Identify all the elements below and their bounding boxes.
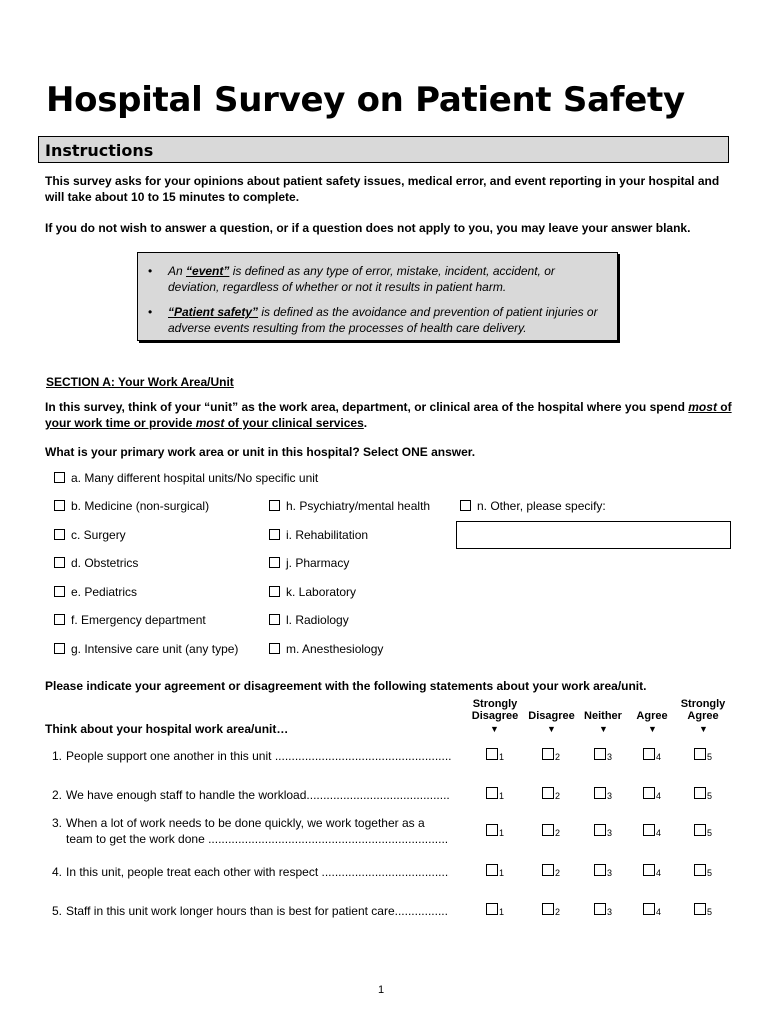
checkbox[interactable]	[643, 787, 655, 799]
option-a[interactable]: a. Many different hospital units/No specific unit	[54, 470, 318, 486]
response-number: 1	[499, 791, 505, 801]
checkbox[interactable]	[54, 586, 65, 597]
checkbox[interactable]	[542, 903, 554, 915]
header-neither: Neither	[584, 710, 622, 722]
checkbox[interactable]	[594, 748, 606, 760]
statement-5: 5. Staff in this unit work longer hours than is best for patient care................	[52, 904, 448, 918]
checkbox[interactable]	[54, 500, 65, 511]
response-checkbox-s5-4[interactable]	[643, 903, 661, 915]
response-checkbox-s5-1[interactable]	[486, 903, 504, 915]
response-checkbox-s5-5[interactable]	[694, 903, 712, 915]
definition-term: “Patient safety”	[168, 305, 259, 319]
response-number: 1	[499, 828, 505, 838]
response-checkbox-s5-3[interactable]	[594, 903, 612, 915]
checkbox[interactable]	[594, 824, 606, 836]
think-about-label: Think about your hospital work area/unit…	[45, 722, 289, 736]
definition-term: “event”	[186, 264, 230, 278]
down-arrow-icon: ▼	[648, 724, 657, 734]
down-arrow-icon: ▼	[699, 724, 708, 734]
instructions-header-bar	[38, 136, 729, 163]
response-checkbox-s4-3[interactable]	[594, 864, 612, 876]
checkbox[interactable]	[694, 787, 706, 799]
response-number: 2	[555, 907, 561, 917]
bullet-icon: •	[148, 305, 153, 319]
header-strongly-disagree: Strongly Disagree	[471, 698, 519, 722]
response-number: 3	[607, 868, 613, 878]
definition-event: • An “event” is defined as any type of error, mistake, incident, accident, or deviation, regardless of whether or not it results in patient harm.	[148, 264, 555, 294]
header-disagree: Disagree	[528, 710, 575, 722]
page-title: Hospital Survey on Patient Safety	[46, 80, 685, 120]
checkbox[interactable]	[269, 643, 280, 654]
checkbox[interactable]	[594, 864, 606, 876]
instructions-header: Instructions	[45, 141, 154, 160]
checkbox[interactable]	[269, 529, 280, 540]
header-strongly-agree: Strongly Agree	[680, 698, 726, 722]
checkbox[interactable]	[542, 864, 554, 876]
response-number: 5	[707, 828, 713, 838]
response-checkbox-s1-3[interactable]	[594, 748, 612, 760]
checkbox[interactable]	[594, 787, 606, 799]
response-checkbox-s3-5[interactable]	[694, 824, 712, 836]
response-checkbox-s1-4[interactable]	[643, 748, 661, 760]
checkbox[interactable]	[486, 903, 498, 915]
checkbox[interactable]	[694, 748, 706, 760]
statement-1: 1. People support one another in this unit .....................................................	[52, 749, 452, 763]
header-agree: Agree	[636, 710, 668, 722]
checkbox[interactable]	[269, 500, 280, 511]
response-checkbox-s3-1[interactable]	[486, 824, 504, 836]
option-n[interactable]: n. Other, please specify:	[460, 498, 606, 514]
checkbox[interactable]	[694, 903, 706, 915]
checkbox[interactable]	[486, 748, 498, 760]
option-m[interactable]: m. Anesthesiology	[269, 641, 383, 657]
checkbox[interactable]	[460, 500, 471, 511]
response-checkbox-s2-5[interactable]	[694, 787, 712, 799]
option-d[interactable]: d. Obstetrics	[54, 555, 138, 571]
option-l[interactable]: l. Radiology	[269, 612, 349, 628]
down-arrow-icon: ▼	[547, 724, 556, 734]
response-checkbox-s4-1[interactable]	[486, 864, 504, 876]
response-number: 3	[607, 907, 613, 917]
response-number: 5	[707, 868, 713, 878]
response-checkbox-s3-2[interactable]	[542, 824, 560, 836]
response-number: 5	[707, 791, 713, 801]
checkbox[interactable]	[694, 864, 706, 876]
checkbox[interactable]	[269, 557, 280, 568]
response-number: 4	[656, 791, 662, 801]
response-checkbox-s2-1[interactable]	[486, 787, 504, 799]
response-checkbox-s3-4[interactable]	[643, 824, 661, 836]
response-number: 2	[555, 791, 561, 801]
option-i[interactable]: i. Rehabilitation	[269, 527, 368, 543]
checkbox[interactable]	[643, 748, 655, 760]
blank-answer-paragraph: If you do not wish to answer a question, or if a question does not apply to you, you may leave your answer blank.	[45, 221, 691, 235]
statement-3: 3. When a lot of work needs to be done quickly, we work together as a team to get the work done ........................................................................	[52, 816, 449, 846]
option-e[interactable]: e. Pediatrics	[54, 584, 137, 600]
response-number: 4	[656, 868, 662, 878]
down-arrow-icon: ▼	[490, 724, 499, 734]
response-number: 5	[707, 752, 713, 762]
checkbox[interactable]	[643, 824, 655, 836]
response-number: 3	[607, 791, 613, 801]
response-number: 2	[555, 752, 561, 762]
agreement-prompt: Please indicate your agreement or disagreement with the following statements about your work area/unit.	[45, 679, 647, 693]
definitions-box	[137, 252, 618, 341]
checkbox[interactable]	[54, 472, 65, 483]
checkbox[interactable]	[643, 903, 655, 915]
response-number: 1	[499, 907, 505, 917]
response-number: 1	[499, 752, 505, 762]
checkbox[interactable]	[269, 614, 280, 625]
checkbox[interactable]	[542, 748, 554, 760]
down-arrow-icon: ▼	[599, 724, 608, 734]
response-number: 4	[656, 752, 662, 762]
option-c[interactable]: c. Surgery	[54, 527, 126, 543]
option-h[interactable]: h. Psychiatry/mental health	[269, 498, 430, 514]
response-checkbox-s1-2[interactable]	[542, 748, 560, 760]
response-number: 2	[555, 868, 561, 878]
response-checkbox-s5-2[interactable]	[542, 903, 560, 915]
response-number: 5	[707, 907, 713, 917]
other-specify-input[interactable]	[456, 521, 731, 549]
response-checkbox-s4-5[interactable]	[694, 864, 712, 876]
statement-2: 2. We have enough staff to handle the workload...........................................	[52, 788, 450, 802]
unit-intro-paragraph: In this survey, think of your “unit” as the work area, department, or clinical area of the hospital where you spend most of your work time or provide most of your clinical services.	[45, 400, 732, 430]
option-f[interactable]: f. Emergency department	[54, 612, 206, 628]
response-checkbox-s4-2[interactable]	[542, 864, 560, 876]
response-checkbox-s1-1[interactable]	[486, 748, 504, 760]
option-j[interactable]: j. Pharmacy	[269, 555, 349, 571]
response-checkbox-s2-4[interactable]	[643, 787, 661, 799]
definition-patient-safety: • “Patient safety” is defined as the avoidance and prevention of patient injuries or adverse events resulting from the processes of health care delivery.	[148, 305, 598, 335]
response-number: 2	[555, 828, 561, 838]
checkbox[interactable]	[694, 824, 706, 836]
response-checkbox-s1-5[interactable]	[694, 748, 712, 760]
section-a-title: SECTION A: Your Work Area/Unit	[46, 375, 234, 389]
checkbox[interactable]	[269, 586, 280, 597]
checkbox[interactable]	[643, 864, 655, 876]
statement-4: 4. In this unit, people treat each other with respect ......................................	[52, 865, 449, 879]
checkbox[interactable]	[486, 864, 498, 876]
response-checkbox-s2-2[interactable]	[542, 787, 560, 799]
checkbox[interactable]	[54, 529, 65, 540]
response-number: 3	[607, 828, 613, 838]
response-number: 3	[607, 752, 613, 762]
checkbox[interactable]	[594, 903, 606, 915]
bullet-icon: •	[148, 264, 153, 278]
response-number: 4	[656, 828, 662, 838]
response-checkbox-s4-4[interactable]	[643, 864, 661, 876]
response-number: 4	[656, 907, 662, 917]
response-checkbox-s3-3[interactable]	[594, 824, 612, 836]
intro-paragraph: This survey asks for your opinions about patient safety issues, medical error, and event reporting in your hospital and will take about 10 to 15 minutes to complete.	[45, 174, 720, 204]
checkbox[interactable]	[54, 557, 65, 568]
checkbox[interactable]	[542, 787, 554, 799]
checkbox[interactable]	[486, 824, 498, 836]
option-b[interactable]: b. Medicine (non-surgical)	[54, 498, 209, 514]
option-g[interactable]: g. Intensive care unit (any type)	[54, 641, 238, 657]
work-area-question: What is your primary work area or unit in this hospital? Select ONE answer.	[45, 445, 476, 459]
checkbox[interactable]	[486, 787, 498, 799]
checkbox[interactable]	[54, 643, 65, 654]
response-number: 1	[499, 868, 505, 878]
checkbox[interactable]	[54, 614, 65, 625]
response-checkbox-s2-3[interactable]	[594, 787, 612, 799]
page-number: 1	[378, 984, 385, 996]
checkbox[interactable]	[542, 824, 554, 836]
option-k[interactable]: k. Laboratory	[269, 584, 356, 600]
